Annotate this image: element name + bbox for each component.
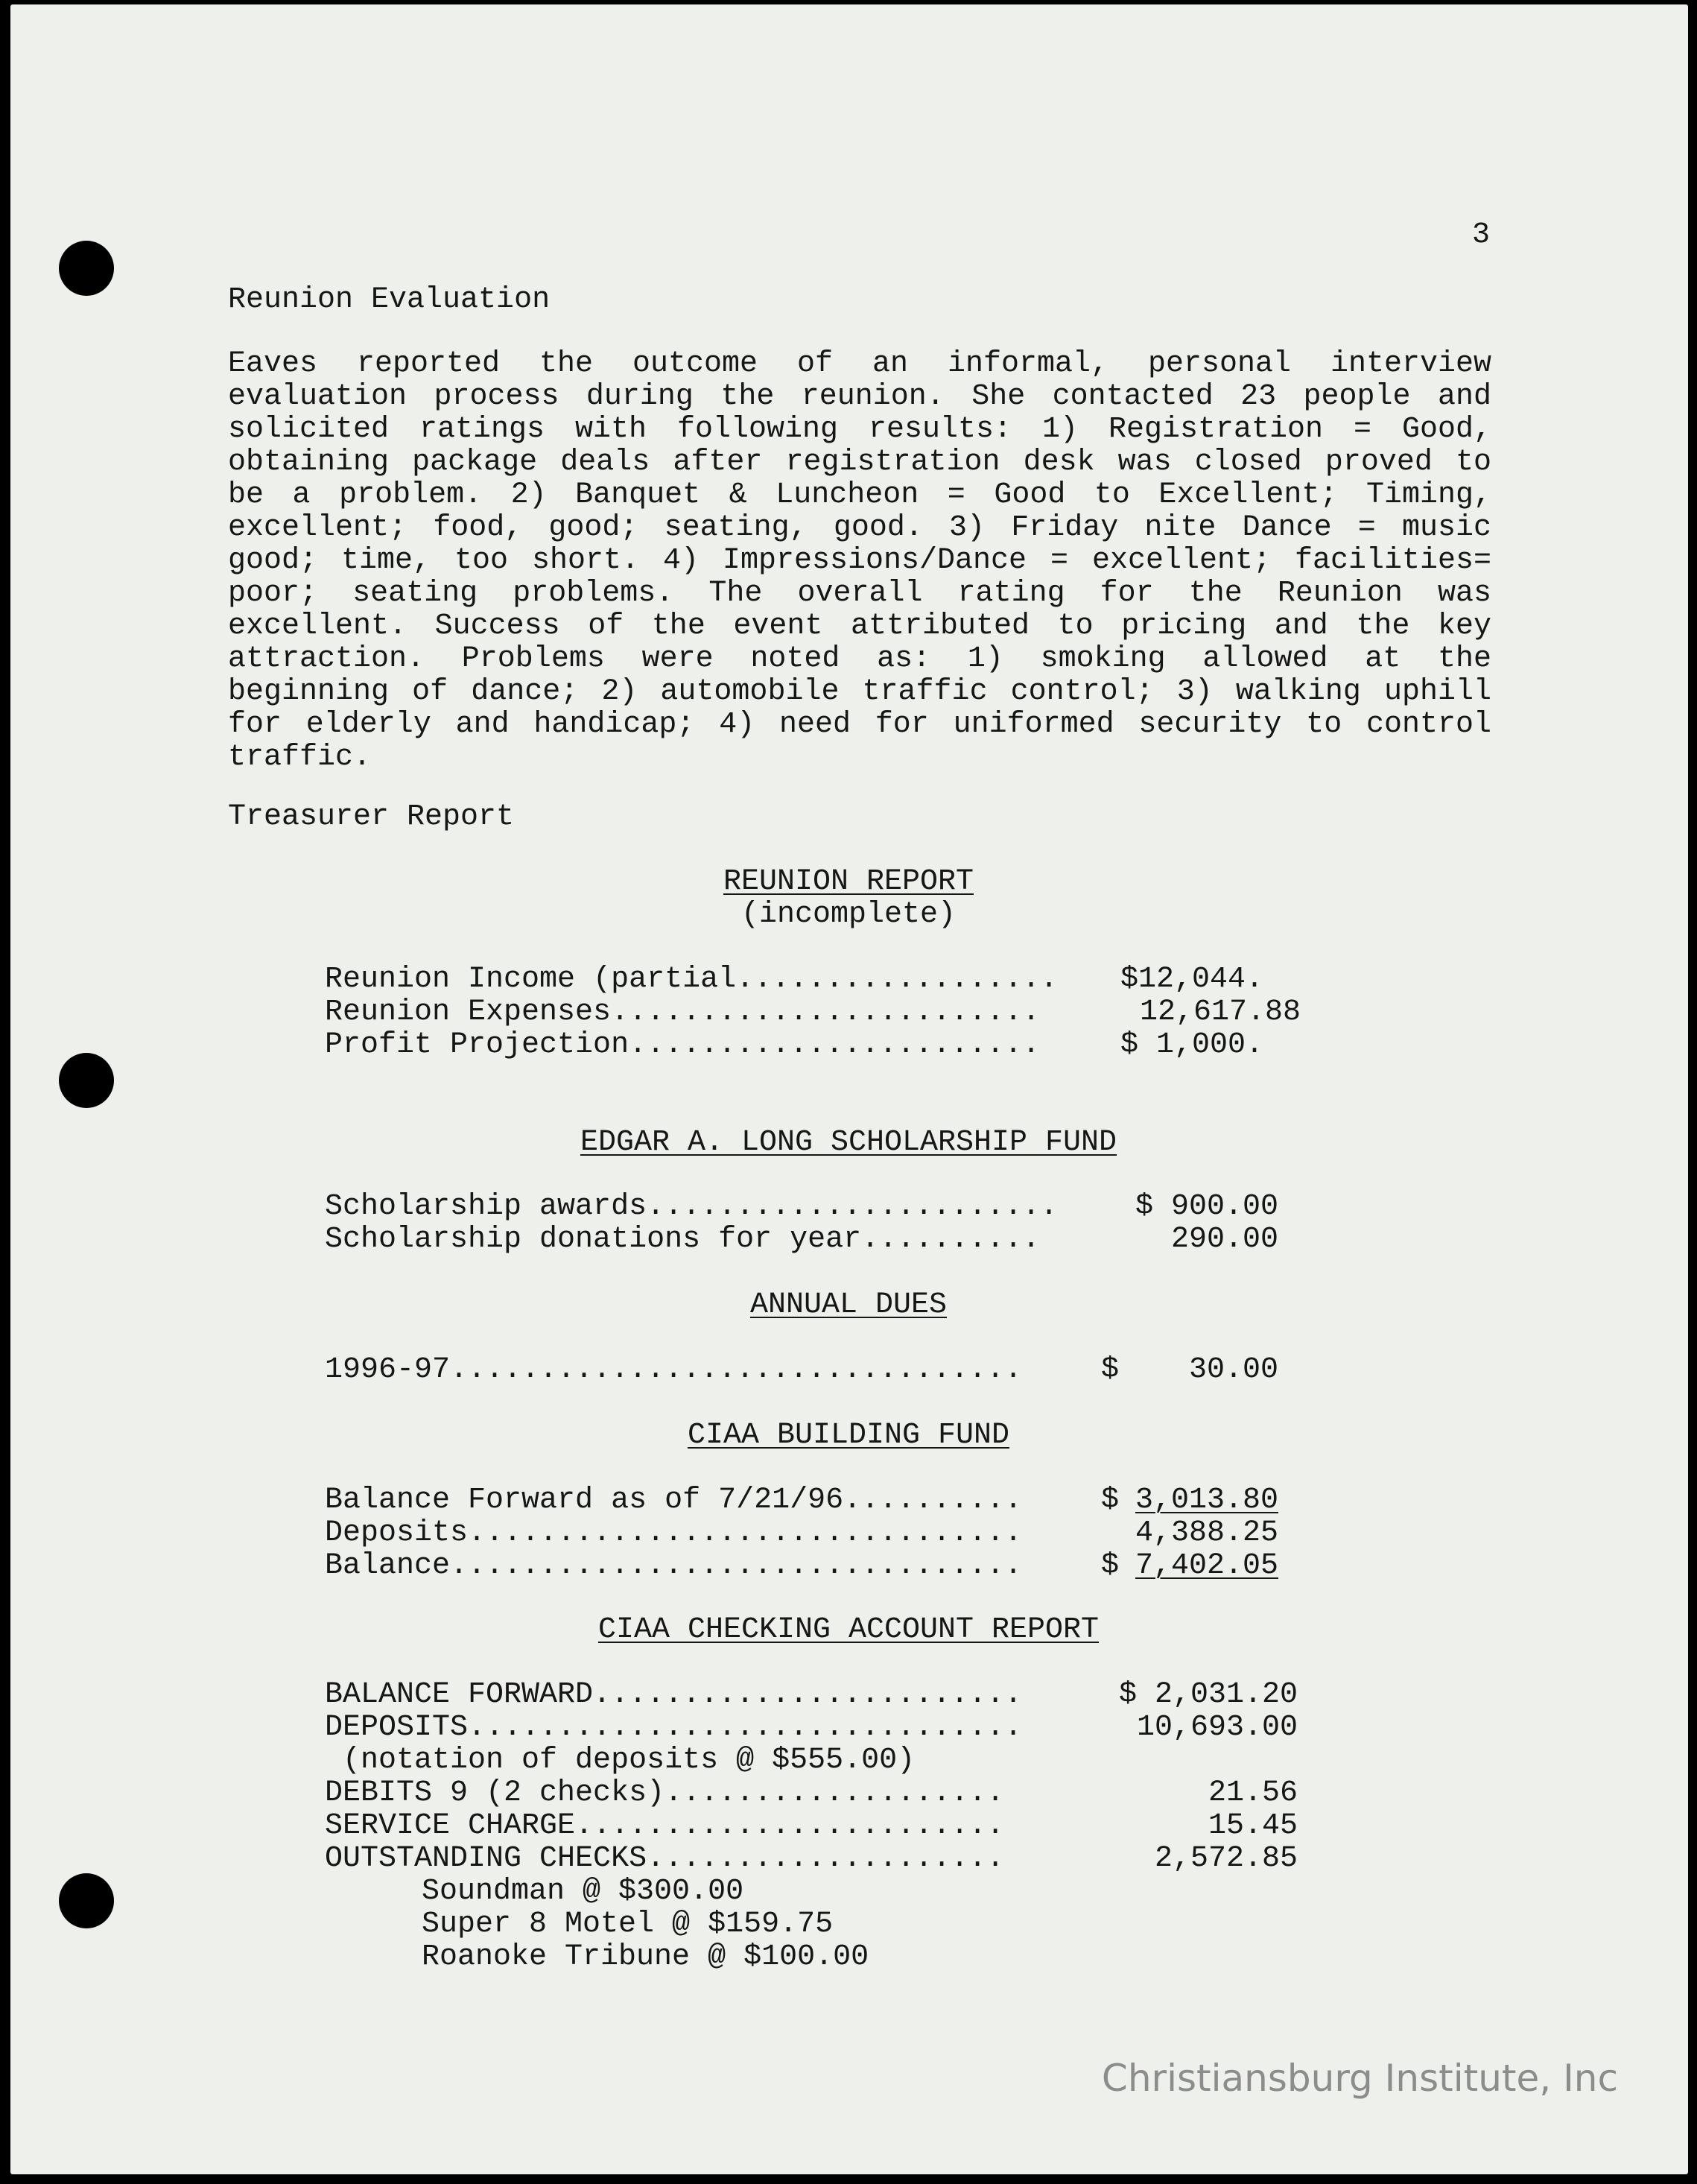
row-label: Balance Forward as of 7/21/96.......... [325, 1484, 1023, 1517]
row-label: Profit Projection....................... [325, 1028, 1041, 1062]
row-label: Reunion Expenses........................ [325, 996, 1041, 1029]
row-label: (notation of deposits @ $555.00) [325, 1744, 916, 1777]
row-value: 10,693.00 [1136, 1711, 1298, 1744]
row-value: 15.45 [1208, 1809, 1298, 1843]
row-value: $12,044. [1120, 963, 1264, 996]
row-label: Scholarship awards....................... [325, 1190, 1059, 1224]
scholarship-fund-title: EDGAR A. LONG SCHOLARSHIP FUND [580, 1126, 1117, 1159]
checking-report-title: CIAA CHECKING ACCOUNT REPORT [597, 1613, 1100, 1647]
punch-hole-bottom [59, 1873, 114, 1928]
row-label: 1996-97................................ [325, 1353, 1023, 1387]
row-value: 2,572.85 [1154, 1842, 1298, 1876]
reunion-expenses-value-cell [1140, 996, 1319, 1029]
row-value: 3,013.80 [1135, 1484, 1278, 1517]
row-currency: $ [1101, 1353, 1120, 1387]
balance-row [325, 1550, 1278, 1583]
punch-hole-middle [59, 1053, 114, 1108]
row-label: DEPOSITS............................... [325, 1711, 1023, 1744]
scholarship-awards-row [325, 1191, 1278, 1224]
row-value: 30.00 [1188, 1353, 1278, 1387]
row-value: $ 900.00 [1135, 1190, 1278, 1224]
row-currency: $ [1101, 1484, 1120, 1517]
row-label: Scholarship donations for year.......... [325, 1223, 1041, 1256]
building-fund-title: CIAA BUILDING FUND [687, 1419, 1010, 1452]
row-currency: $ [1101, 1549, 1120, 1583]
profit-projection-value-cell [1120, 1029, 1314, 1062]
service-charge-row [325, 1810, 1298, 1843]
row-value: 7,402.05 [1135, 1549, 1278, 1583]
checking-deposits-row [325, 1712, 1298, 1744]
row-value: 12,617.88 [1140, 996, 1301, 1029]
row-value: $ 2,031.20 [1118, 1678, 1298, 1712]
row-value: 290.00 [1170, 1223, 1278, 1256]
outstanding-check-item: Roanoke Tribune @ $100.00 [422, 1940, 869, 1974]
row-value: 4,388.25 [1135, 1516, 1278, 1550]
annual-dues-row [325, 1354, 1278, 1387]
punch-hole-top [59, 241, 114, 296]
reunion-report-title: REUNION REPORT [723, 865, 974, 899]
reunion-income-value-cell [1120, 963, 1314, 996]
outstanding-check-item: Soundman @ $300.00 [422, 1875, 744, 1908]
deposits-notation-row [325, 1744, 1298, 1777]
checking-balance-forward-row [325, 1679, 1298, 1712]
row-label: DEBITS 9 (2 checks)................... [325, 1776, 1005, 1810]
row-value: 21.56 [1208, 1776, 1298, 1810]
row-label: BALANCE FORWARD........................ [325, 1678, 1023, 1712]
row-label: OUTSTANDING CHECKS.................... [325, 1842, 1005, 1876]
reunion-evaluation-heading: Reunion Evaluation [228, 283, 551, 317]
reunion-report-subtitle: (incomplete) [740, 898, 957, 931]
row-label: Deposits............................... [325, 1516, 1023, 1550]
scholarship-donations-row [325, 1224, 1278, 1256]
outstanding-checks-row [325, 1843, 1298, 1876]
page-number: 3 [1472, 218, 1491, 252]
debits-row [325, 1777, 1298, 1810]
outstanding-check-item: Super 8 Motel @ $159.75 [422, 1908, 834, 1941]
reunion-evaluation-body: Eaves reported the outcome of an informal, personal interview evaluation process during the reunion. She contacted 23 people and solicited ratings with following results: 1) Registration = Good, obtaining package deals after registration desk was closed proved to be a problem. 2) Banquet & Luncheon = Good to Excellent; Timing, excellent; food, good; seating, good. 3) Friday nite Dance = music good; time, too short. 4) Impressions/Dance = excellent; facilities= poor; seating problems. The overall rating for the Reunion was excellent. Success of the event attributed to pricing and the key attraction. Problems were noted as: 1) smoking allowed at the beginning of dance; 2) automobile traffic control; 3) walking uphill for elderly and handicap; 4) need for uniformed security to control traffic. [228, 347, 1491, 774]
annual-dues-title: ANNUAL DUES [749, 1288, 948, 1322]
balance-forward-row [325, 1484, 1278, 1517]
row-value: $ 1,000. [1120, 1028, 1264, 1062]
row-label: Reunion Income (partial.................. [325, 963, 1059, 996]
row-label: Balance................................ [325, 1549, 1023, 1583]
deposits-row [325, 1517, 1278, 1550]
treasurer-report-heading: Treasurer Report [228, 800, 515, 834]
row-label: SERVICE CHARGE........................ [325, 1809, 1005, 1843]
watermark: Christiansburg Institute, Inc [1101, 2057, 1618, 2100]
